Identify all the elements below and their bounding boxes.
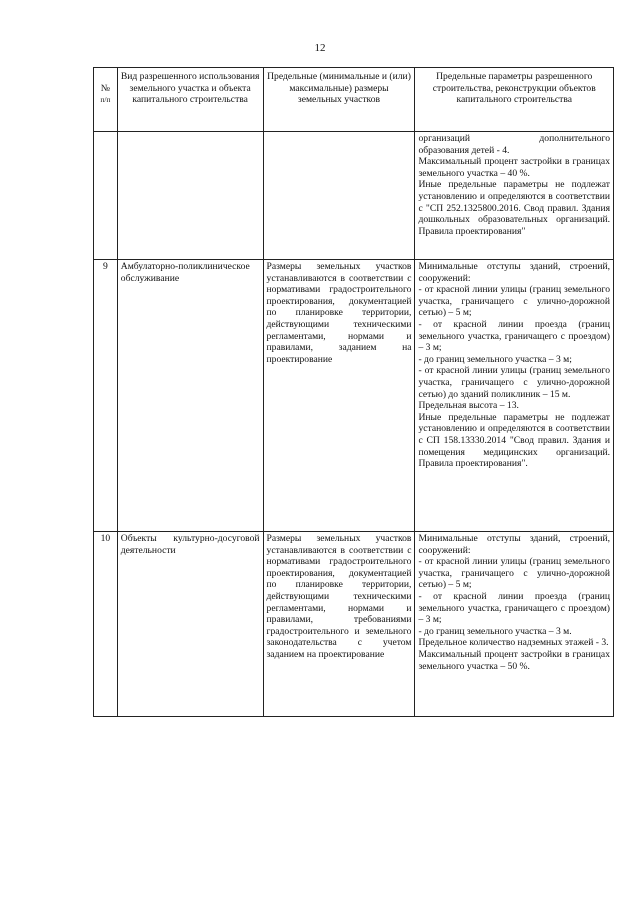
param-line: - от красной линии улицы (границ земельного участка, граничащего с улично-дорожной сетью) – 5 м; [418, 556, 610, 591]
size-text: Размеры земельных участков устанавливаются в соответствии с нормативами градостроительного проектирования, документацией по планировке территории, действующими техническими регламентами, нормами и правилами, заданием на проектирование [266, 261, 412, 365]
param-line: - от красной линии улицы (границ земельного участка, граничащего с улично-дорожной сетью) до зданий поликлиник – 15 м. [418, 365, 610, 400]
header-params: Предельные параметры разрешенного строительства, реконструкции объектов капитального строительства [415, 68, 614, 132]
param-line: Иные предельные параметры не подлежат установлению и определяются в соответствии с "СП 252.1325800.2016. Свод правил. Здания дошкольных образовательных организаций. Правила проектирования" [418, 179, 610, 237]
kind-text: Объекты культурно-досуговой деятельности [120, 533, 260, 556]
header-number-sub: п/п [100, 94, 111, 104]
table-row-continuation [94, 132, 614, 260]
table-row [94, 260, 614, 532]
cell-params [415, 532, 614, 717]
cell-kind [117, 532, 263, 717]
cell-number [94, 132, 118, 260]
header-kind: Вид разрешенного использования земельного участка и объекта капитального строительства [117, 68, 263, 132]
header-number-sign: № [100, 83, 110, 94]
param-line: - от красной линии улицы (границ земельного участка, граничащего с улично-дорожной сетью) – 5 м; [418, 284, 610, 319]
kind-text: Амбулаторно-поликлиническое обслуживание [120, 261, 250, 284]
param-line: Иные предельные параметры не подлежат установлению и определяются в соответствии с СП 158.13330.2014 "Свод правил. Здания и помещения медицинских организаций. Правила проектирования". [418, 411, 610, 470]
cell-number: 10 [94, 532, 118, 717]
cell-params [415, 132, 614, 260]
param-line: Максимальный процент застройки в границах земельного участка – 40 %. [418, 156, 610, 179]
param-line: организаций дополнительного [418, 133, 610, 144]
param-line: Предельная высота – 13. [418, 400, 519, 412]
table-row [94, 532, 614, 717]
param-line: - от красной линии проезда (границ земельного участка, граничащего с проездом) – 3 м; [418, 318, 610, 354]
cell-size [263, 132, 415, 260]
cell-size [263, 532, 415, 717]
header-size: Предельные (минимальные и (или) максимальные) размеры земельных участков [263, 68, 415, 132]
cell-number: 9 [94, 260, 118, 532]
param-line: Минимальные отступы зданий, строений, сооружений: [418, 261, 610, 284]
param-line: Максимальный процент застройки в границах земельного участка – 50 %. [418, 648, 610, 672]
cell-kind [117, 132, 263, 260]
param-line: Предельное количество надземных этажей - 3. [418, 637, 609, 649]
zoning-table [93, 67, 614, 717]
cell-size [263, 260, 415, 532]
param-line: - от красной линии проезда (границ земельного участка, граничащего с проездом) – 3 м; [418, 590, 610, 626]
param-line: - до границ земельного участка – 3 м. [418, 625, 572, 637]
cell-params [415, 260, 614, 532]
param-line: образования детей - 4. [418, 144, 510, 156]
size-text: Размеры земельных участков устанавливаются в соответствии с нормативами градостроительного проектирования, документацией по планировке территории, действующими техническими регламентами, нормами и правилами, требованиями градостроительного и земельного законодательства с учетом заданием на проектирование [266, 533, 412, 660]
param-line: - до границ земельного участка – 3 м; [418, 353, 572, 365]
page-number: 12 [314, 42, 326, 54]
table-header-row [94, 68, 614, 132]
cell-kind [117, 260, 263, 532]
param-line: Минимальные отступы зданий, строений, сооружений: [418, 533, 610, 556]
header-number [94, 68, 118, 132]
